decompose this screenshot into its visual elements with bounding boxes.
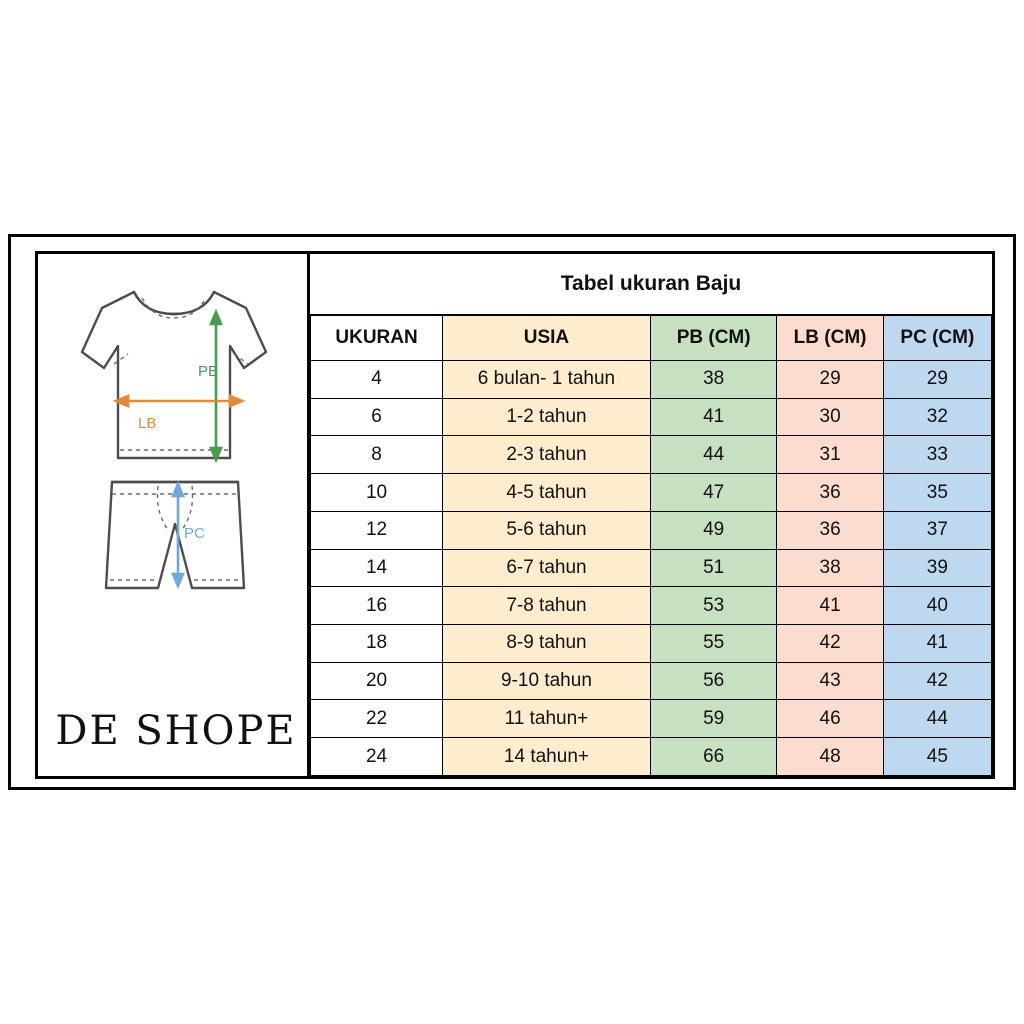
- cell-ukuran: 20: [311, 662, 443, 700]
- cell-lb: 43: [777, 662, 883, 700]
- cell-pc: 39: [883, 549, 991, 587]
- size-chart-card: [8, 234, 1016, 790]
- cell-pc: 33: [883, 436, 991, 474]
- cell-lb: 38: [777, 549, 883, 587]
- cell-pb: 53: [650, 587, 777, 625]
- column-header-pb: PB (CM): [650, 316, 777, 361]
- table-row: [311, 738, 992, 776]
- table-row: [311, 700, 992, 738]
- cell-pb: 56: [650, 662, 777, 700]
- cell-usia: 5-6 tahun: [443, 511, 651, 549]
- cell-ukuran: 12: [311, 511, 443, 549]
- cell-pc: 29: [883, 361, 991, 399]
- cell-lb: 31: [777, 436, 883, 474]
- cell-lb: 41: [777, 587, 883, 625]
- column-header-ukuran: UKURAN: [311, 316, 443, 361]
- cell-pb: 59: [650, 700, 777, 738]
- table-row: [311, 511, 992, 549]
- cell-pc: 44: [883, 700, 991, 738]
- table-row: [311, 662, 992, 700]
- cell-lb: 48: [777, 738, 883, 776]
- cell-ukuran: 10: [311, 474, 443, 512]
- column-header-lb: LB (CM): [777, 316, 883, 361]
- size-table: [310, 315, 992, 776]
- table-row: [311, 587, 992, 625]
- cell-usia: 14 tahun+: [443, 738, 651, 776]
- cell-pb: 49: [650, 511, 777, 549]
- cell-ukuran: 4: [311, 361, 443, 399]
- table-row: [311, 436, 992, 474]
- cell-usia: 8-9 tahun: [443, 625, 651, 663]
- pb-label: PB: [198, 363, 219, 380]
- illustration-panel: [38, 254, 310, 776]
- table-panel: [310, 254, 992, 776]
- cell-usia: 11 tahun+: [443, 700, 651, 738]
- cell-pc: 45: [883, 738, 991, 776]
- cell-pb: 66: [650, 738, 777, 776]
- cell-pc: 32: [883, 398, 991, 436]
- lb-label: LB: [138, 415, 157, 432]
- cell-ukuran: 6: [311, 398, 443, 436]
- cell-usia: 6 bulan- 1 tahun: [443, 361, 651, 399]
- pc-label: PC: [184, 525, 205, 542]
- size-chart-inner-frame: [35, 251, 995, 779]
- cell-lb: 30: [777, 398, 883, 436]
- column-header-usia: USIA: [443, 316, 651, 361]
- cell-pc: 42: [883, 662, 991, 700]
- cell-pc: 35: [883, 474, 991, 512]
- table-row: [311, 625, 992, 663]
- cell-pb: 44: [650, 436, 777, 474]
- table-title: Tabel ukuran Baju: [310, 254, 992, 315]
- cell-ukuran: 16: [311, 587, 443, 625]
- cell-pb: 51: [650, 549, 777, 587]
- table-header-row: [311, 316, 992, 361]
- cell-usia: 7-8 tahun: [443, 587, 651, 625]
- cell-lb: 42: [777, 625, 883, 663]
- cell-lb: 46: [777, 700, 883, 738]
- cell-usia: 1-2 tahun: [443, 398, 651, 436]
- cell-pc: 37: [883, 511, 991, 549]
- cell-pb: 55: [650, 625, 777, 663]
- cell-usia: 2-3 tahun: [443, 436, 651, 474]
- table-row: [311, 474, 992, 512]
- column-header-pc: PC (CM): [883, 316, 991, 361]
- cell-pb: 38: [650, 361, 777, 399]
- cell-lb: 29: [777, 361, 883, 399]
- cell-usia: 6-7 tahun: [443, 549, 651, 587]
- cell-usia: 9-10 tahun: [443, 662, 651, 700]
- cell-lb: 36: [777, 474, 883, 512]
- cell-ukuran: 24: [311, 738, 443, 776]
- cell-pb: 41: [650, 398, 777, 436]
- cell-pc: 40: [883, 587, 991, 625]
- cell-pc: 41: [883, 625, 991, 663]
- cell-ukuran: 22: [311, 700, 443, 738]
- table-row: [311, 398, 992, 436]
- cell-usia: 4-5 tahun: [443, 474, 651, 512]
- cell-ukuran: 18: [311, 625, 443, 663]
- cell-ukuran: 14: [311, 549, 443, 587]
- table-row: [311, 361, 992, 399]
- brand-name: DE SHOPE: [55, 708, 297, 754]
- cell-lb: 36: [777, 511, 883, 549]
- table-row: [311, 549, 992, 587]
- cell-pb: 47: [650, 474, 777, 512]
- table-body: [311, 361, 992, 776]
- cell-ukuran: 8: [311, 436, 443, 474]
- garment-illustration: [56, 268, 292, 668]
